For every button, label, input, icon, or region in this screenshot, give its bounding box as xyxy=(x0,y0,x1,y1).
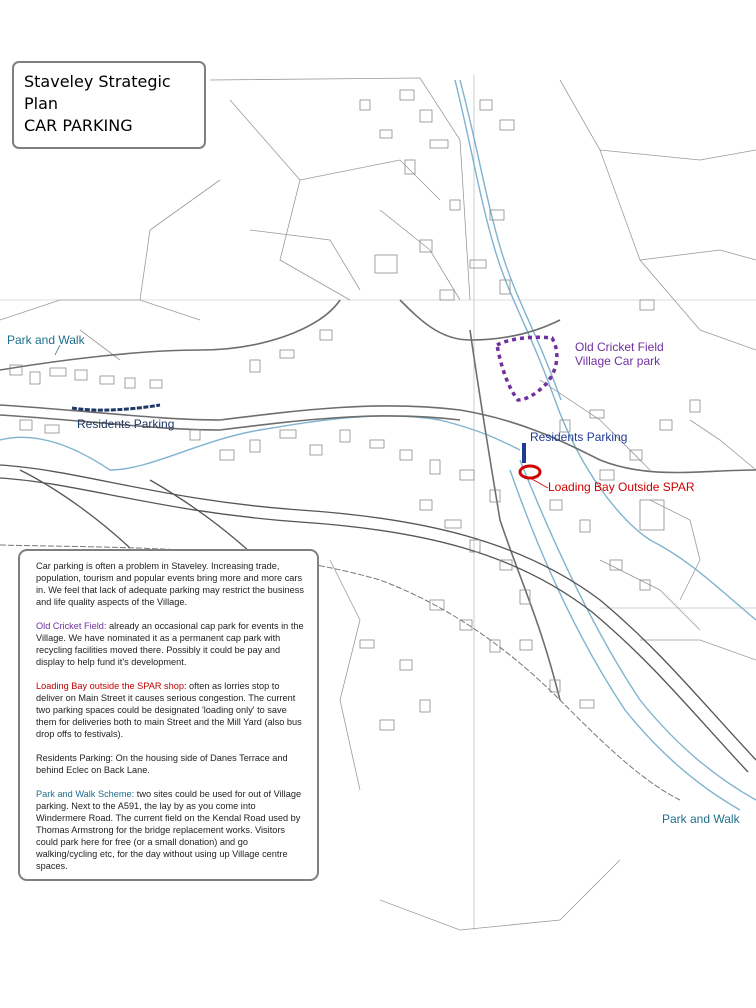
label-cricket-field-line-2: Village Car park xyxy=(575,354,661,368)
cricket-field-outline xyxy=(497,337,557,400)
title-line-1: Staveley Strategic xyxy=(24,72,171,91)
label-loading-bay: Loading Bay Outside SPAR xyxy=(548,480,695,494)
info-park-walk xyxy=(36,788,307,872)
info-panel xyxy=(18,549,319,881)
title-line-2: Plan xyxy=(24,94,59,113)
label-park-and-walk-east: Park and Walk xyxy=(662,812,740,826)
residents-west-line xyxy=(72,405,160,410)
info-loading-text: : often as lorries stop to deliver on Main Street it causes serious congestion. The current two parking spaces could be designated 'loading only' to save them for deliveries both to main Street and the Mill Yard (also bus drop offs to festivals). xyxy=(36,681,302,739)
info-residents: Residents Parking: On the housing side of Danes Terrace and behind Eclec on Back Lane. xyxy=(36,753,288,775)
label-residents-parking-east: Residents Parking xyxy=(530,430,628,444)
title-box xyxy=(12,61,206,149)
info-loading-key: Loading Bay outside the SPAR shop xyxy=(36,681,184,691)
info-intro: Car parking is often a problem in Staveley. Increasing trade, population, tourism and popular events bring more and more cars in. We feel that lack of adequate parking may restrict the business and life quality aspects of the Village. xyxy=(36,561,304,607)
info-park-walk-key: Park and Walk Scheme: xyxy=(36,789,135,799)
info-cricket xyxy=(36,620,307,668)
title-line-3: CAR PARKING xyxy=(24,116,133,135)
info-cricket-key: Old Cricket Field: xyxy=(36,621,107,631)
label-park-and-walk-west: Park and Walk xyxy=(7,333,85,347)
info-cricket-text: already an occasional cap park for events in the Village. We have nominated it as a permanent cap park with recycling facilities moved there. Possibly it could be pay and display to help fund it's development. xyxy=(36,621,304,667)
label-residents-parking-west: Residents Parking xyxy=(77,417,175,431)
info-park-walk-text: two sites could be used for out of Village parking. Next to the A591, the lay by as you come into Windermere Road. The current field on the Kendal Road used by Thomas Armstrong for the bridge replacement works. Visitors could park here for free (or a small donation) and go walking/cycling etc, for the day without using up Village centre spaces. xyxy=(36,789,302,871)
loading-bay-marker xyxy=(520,466,540,478)
label-cricket-field-line-1: Old Cricket Field xyxy=(575,340,664,354)
info-loading xyxy=(36,680,307,740)
